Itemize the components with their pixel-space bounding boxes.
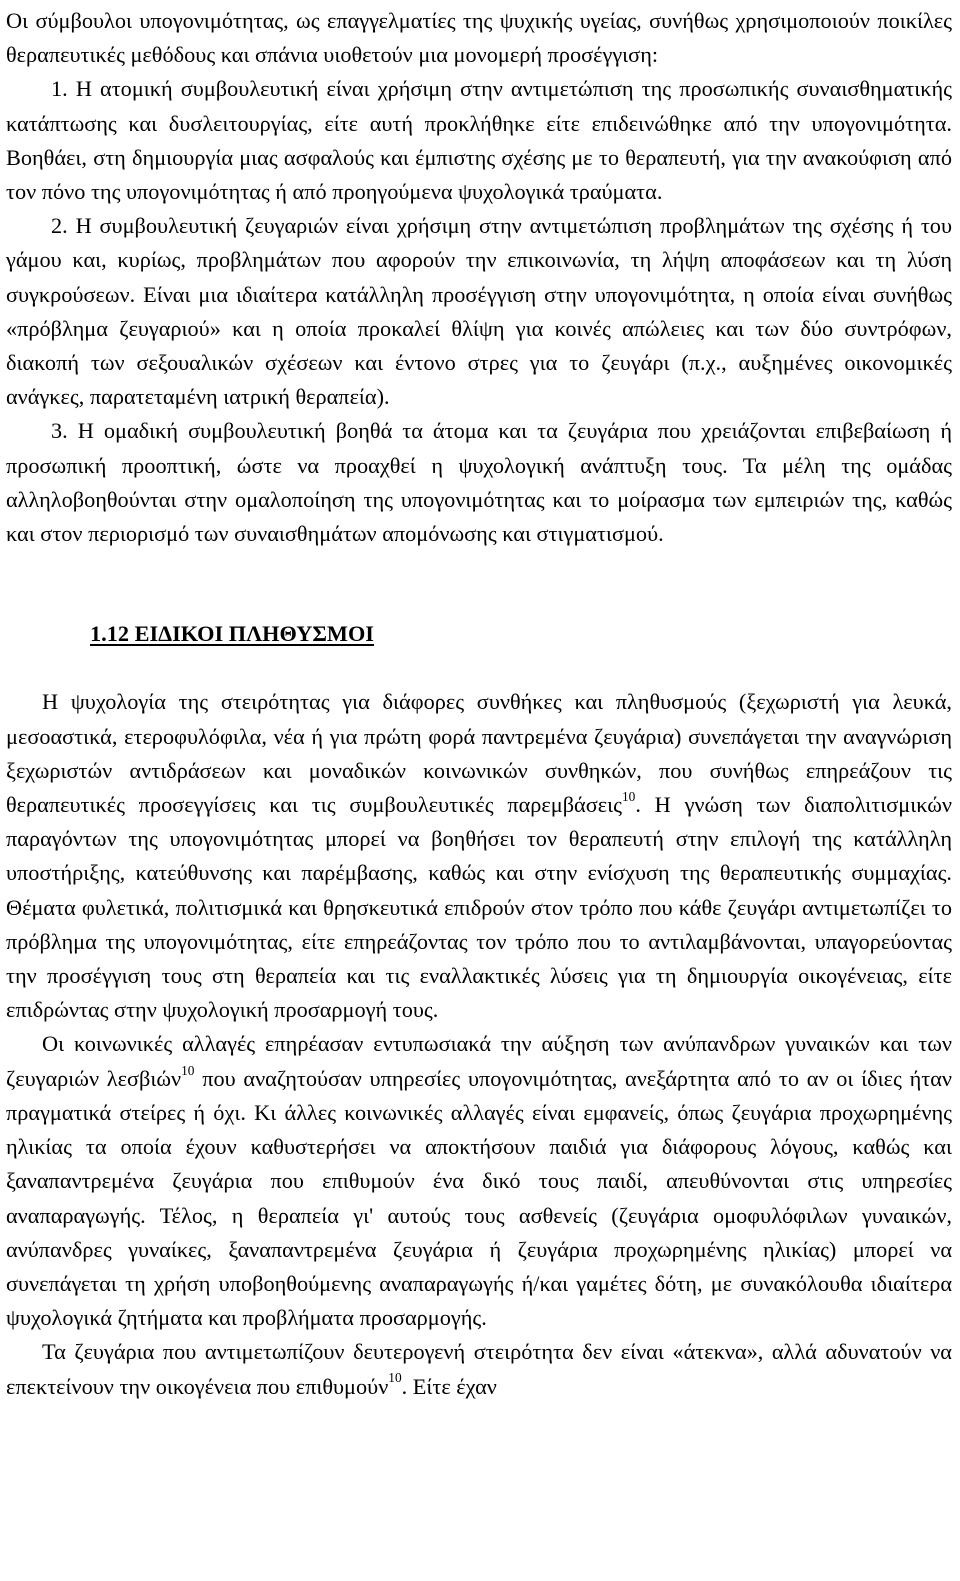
list-item-3 <box>6 414 952 551</box>
document-page <box>6 4 952 1404</box>
paragraph-text: που αναζητούσαν υπηρεσίες υπογονιμότητας, ανεξάρτητα από το αν οι ίδιες ήταν πραγματικά στείρες ή όχι. Κι άλλες κοινωνικές αλλαγές είναι εμφανείς, όπως ζευγάρια προχωρημένης ηλικίας τα οποία έχουν καθυστερήσει να αποκτήσουν παιδιά για διάφορους λόγους, καθώς και ξαναπαντρεμένα ζευγάρια που επιθυμούν ένα δικό τους παιδί, απευθύνονται στις υπηρεσίες αναπαραγωγής. Τέλος, η θεραπεία γι' αυτούς τους ασθενείς (ζευγάρια ομοφυλόφιλων γυναικών, ανύπανδρες γυναίκες, ξαναπαντρεμένα ζευγάρια ή ζευγάρια προχωρημένης ηλικίας) μπορεί να συνεπάγεται τη χρήση υποβοηθούμενης αναπαραγωγής ή/και γαμέτες δότη, με συνακόλουθα ιδιαίτερα ψυχολογικά ζητήματα και προβλήματα προσαρμογής. <box>6 1065 953 1331</box>
footnote-ref: 10 <box>181 1062 195 1078</box>
paragraph-text: . Είτε έχαν <box>401 1373 497 1399</box>
section-paragraph-1 <box>6 685 952 1027</box>
list-item-1 <box>6 72 952 209</box>
paragraph-text: . Η γνώση των διαπολιτισμικών παραγόντων της υπογονιμότητας μπορεί να βοηθήσει τον θεραπευτή στην επιλογή της κατάλληλη υποστήριξης, κατεύθυνσης και παρέμβασης, καθώς και στην ενίσχυση της θεραπευτικής συμμαχίας. Θέματα φυλετικά, πολιτισμικά και θρησκευτικά επιδρούν στον τρόπο που κάθε ζευγάρι αντιμετωπίζει το πρόβλημα της υπογονιμότητας, είτε επηρεάζοντας τον τρόπο που το αντιλαμβάνονται, υπαγορεύοντας την προσέγγιση τους στη θεραπεία και τις εναλλακτικές λύσεις για τη δημιουργία οικογένειας, είτε επιδρώντας στην ψυχολογική προσαρμογή τους. <box>6 792 953 1023</box>
list-text: Η συμβουλευτική ζευγαριών είναι χρήσιμη στην αντιμετώπιση προβλημάτων της σχέσης ή του γάμου και, κυρίως, προβλημάτων που αφορούν την επικοινωνία, τη λήψη αποφάσεων και τη λύση συγκρούσεων. Είναι μια ιδιαίτερα κατάλληλη προσέγγιση στην υπογονιμότητα, η οποία είναι συνήθως «πρόβλημα ζευγαριού» και η οποία προκαλεί θλίψη για κοινές απώλειες και των δύο συντρόφων, διακοπή των σεξουαλικών σχέσεων και έντονο στρες για το ζευγάρι (π.χ., αυξημένες οικονομικές ανάγκες, παρατεταμένη ιατρική θεραπεία). <box>6 213 952 410</box>
footnote-ref: 10 <box>388 1370 402 1386</box>
section-paragraph-2 <box>6 1027 952 1335</box>
list-number: 1. <box>51 76 68 102</box>
list-number: 2. <box>51 213 68 239</box>
list-text: Η ατομική συμβουλευτική είναι χρήσιμη στην αντιμετώπιση της προσωπικής συναισθηματικής κατάπτωσης και δυσλειτουργίας, είτε αυτή προκλήθηκε είτε επιδεινώθηκε από την υπογονιμότητα. Βοηθάει, στη δημιουργία μιας ασφαλούς και έμπιστης σχέσης με το θεραπευτή, για την ανακούφιση από τον πόνο της υπογονιμότητας ή από προηγούμενα ψυχολογικά τραύματα. <box>6 76 952 205</box>
intro-text: Οι σύμβουλοι υπογονιμότητας, ως επαγγελματίες της ψυχικής υγείας, συνήθως χρησιμοποιούν ποικίλες θεραπευτικές μεθόδους και σπάνια υιοθετούν μια μονομερή προσέγγιση: <box>6 8 952 68</box>
paragraph-text: Τα ζευγάρια που αντιμετωπίζουν δευτερογενή στειρότητα δεν είναι «άτεκνα», αλλά αδυνατούν να επεκτείνουν την οικογένεια που επιθυμούν <box>6 1339 952 1399</box>
section-paragraph-3 <box>6 1335 952 1403</box>
list-text: Η ομαδική συμβουλευτική βοηθά τα άτομα και τα ζευγάρια που χρειάζονται επιβεβαίωση ή προσωπική προοπτική, ώστε να προαχθεί η ψυχολογική ανάπτυξη τους. Τα μέλη της ομάδας αλληλοβοηθούνται στην ομαλοποίηση της υπογονιμότητας και το μοίρασμα των εμπειριών της, καθώς και στον περιορισμό των συναισθημάτων απομόνωσης και στιγματισμού. <box>6 418 953 547</box>
paragraph-text: Η ψυχολογία της στειρότητας για διάφορες συνθήκες και πληθυσμούς (ξεχωριστή για λευκά, μεσοαστικά, ετεροφυλόφιλα, νέα ή για πρώτη φορά παντρεμένα ζευγάρια) συνεπάγεται την αναγνώριση ξεχωριστών αντιδράσεων και μοναδικών κοινωνικών συνθηκών, που συνήθως επηρεάζουν τις θεραπευτικές προσεγγίσεις και τις συμβουλευτικές παρεμβάσεις <box>6 689 952 818</box>
section-heading: 1.12 ΕΙΔΙΚΟΙ ΠΛΗΘΥΣΜΟΙ <box>90 621 374 647</box>
paragraph-text: Οι κοινωνικές αλλαγές επηρέασαν εντυπωσιακά την αύξηση των ανύπανδρων γυναικών και των ζευγαριών λεσβιών <box>6 1031 952 1091</box>
footnote-ref: 10 <box>621 788 636 804</box>
list-number: 3. <box>51 418 68 444</box>
list-item-2 <box>6 209 952 414</box>
intro-paragraph <box>6 4 952 72</box>
